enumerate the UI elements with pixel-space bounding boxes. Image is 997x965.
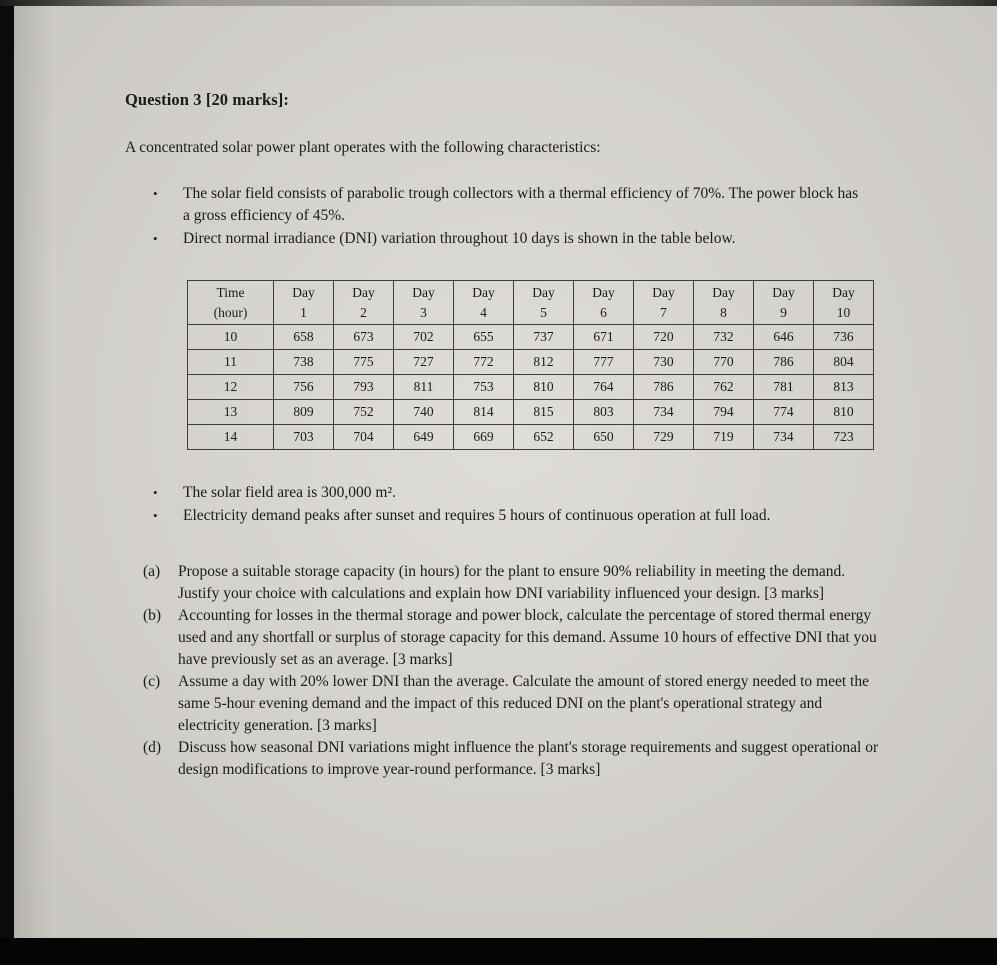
part-text: Discuss how seasonal DNI variations might influence the plant's storage requirements and suggest operational or design modifications to improve year-round performance. [3 marks] xyxy=(178,738,879,778)
list-item-text: The solar field area is 300,000 m². xyxy=(183,483,396,501)
table-header-row xyxy=(188,281,874,324)
bullet-icon: • xyxy=(153,231,158,247)
list-item xyxy=(153,505,887,527)
table-cell-value: 669 xyxy=(454,424,514,449)
table-cell-time: 10 xyxy=(188,324,274,349)
table-cell-value: 723 xyxy=(814,424,874,449)
table-header-cell-day: Day 6 xyxy=(574,281,634,324)
question-part xyxy=(143,605,887,671)
table-cell-value: 786 xyxy=(754,349,814,374)
table-cell-value: 727 xyxy=(394,349,454,374)
table-row xyxy=(188,399,874,424)
table-cell-value: 781 xyxy=(754,374,814,399)
table-cell-value: 803 xyxy=(574,399,634,424)
bullet-icon: • xyxy=(153,507,158,523)
table-cell-value: 729 xyxy=(634,424,694,449)
part-label: (b) xyxy=(143,606,162,624)
table-cell-value: 804 xyxy=(814,349,874,374)
table-cell-value: 794 xyxy=(694,399,754,424)
table-cell-value: 738 xyxy=(274,349,334,374)
table-cell-value: 786 xyxy=(634,374,694,399)
table-cell-value: 775 xyxy=(334,349,394,374)
table-header-cell-day: Day 3 xyxy=(394,281,454,324)
table-cell-value: 752 xyxy=(334,399,394,424)
table-cell-value: 719 xyxy=(694,424,754,449)
table-cell-value: 734 xyxy=(634,399,694,424)
part-text: Propose a suitable storage capacity (in hours) for the plant to ensure 90% reliability in meeting the demand. Justify your choice with calculations and explain how DNI variability influenced your design. [3 marks] xyxy=(178,562,846,602)
table-cell-time: 12 xyxy=(188,374,274,399)
table-cell-value: 702 xyxy=(394,324,454,349)
table-cell-value: 740 xyxy=(394,399,454,424)
part-text: Assume a day with 20% lower DNI than the average. Calculate the amount of stored energy needed to meet the same 5-hour evening demand and the impact of this reduced DNI on the plant's operational strategy and electricity generation. [3 marks] xyxy=(178,672,869,734)
question-part xyxy=(143,737,887,781)
table-header-cell-day: Day 8 xyxy=(694,281,754,324)
table-cell-value: 753 xyxy=(454,374,514,399)
table-cell-time: 13 xyxy=(188,399,274,424)
table-cell-value: 652 xyxy=(514,424,574,449)
question-part xyxy=(143,561,887,605)
table-cell-value: 764 xyxy=(574,374,634,399)
table-cell-value: 646 xyxy=(754,324,814,349)
intro-text: A concentrated solar power plant operates with the following characteristics: xyxy=(125,139,601,157)
table-cell-value: 772 xyxy=(454,349,514,374)
list-item xyxy=(153,228,887,250)
part-label: (d) xyxy=(143,738,162,756)
list-item-text: Direct normal irradiance (DNI) variation throughout 10 days is shown in the table below. xyxy=(183,230,736,248)
table-cell-value: 703 xyxy=(274,424,334,449)
question-part xyxy=(143,671,887,737)
table-cell-value: 649 xyxy=(394,424,454,449)
table-header-cell-day: Day 7 xyxy=(634,281,694,324)
bullet-icon: • xyxy=(153,186,158,202)
table-row xyxy=(188,324,874,349)
bullet-icon: • xyxy=(153,484,158,500)
part-text: Accounting for losses in the thermal storage and power block, calculate the percentage of stored thermal energy used and any shortfall or surplus of storage capacity for this demand. Assume 10 hours of effective DNI that you have previously set as an average. [3 marks] xyxy=(178,606,877,668)
table-cell-value: 793 xyxy=(334,374,394,399)
table-cell-value: 770 xyxy=(694,349,754,374)
list-item-text: Electricity demand peaks after sunset and requires 5 hours of continuous operation at full load. xyxy=(183,506,771,524)
table-cell-value: 814 xyxy=(454,399,514,424)
table-cell-value: 777 xyxy=(574,349,634,374)
question-title: Question 3 [20 marks]: xyxy=(125,90,289,109)
part-label: (a) xyxy=(143,562,161,580)
table-cell-value: 673 xyxy=(334,324,394,349)
dni-table xyxy=(187,280,874,449)
table-cell-value: 671 xyxy=(574,324,634,349)
table-header-cell-day: Day 2 xyxy=(334,281,394,324)
table-cell-value: 650 xyxy=(574,424,634,449)
table-cell-value: 720 xyxy=(634,324,694,349)
table-header-cell-day: Day 10 xyxy=(814,281,874,324)
table-row xyxy=(188,349,874,374)
table-cell-time: 11 xyxy=(188,349,274,374)
table-cell-value: 732 xyxy=(694,324,754,349)
table-cell-value: 815 xyxy=(514,399,574,424)
list-item xyxy=(153,183,887,227)
characteristics-list xyxy=(153,183,887,250)
table-cell-value: 809 xyxy=(274,399,334,424)
table-cell-value: 655 xyxy=(454,324,514,349)
table-row xyxy=(188,424,874,449)
additional-characteristics-list xyxy=(153,482,887,527)
scan-border-bottom xyxy=(0,938,997,965)
document-page xyxy=(14,6,997,938)
table-cell-value: 704 xyxy=(334,424,394,449)
question-parts xyxy=(143,561,887,781)
list-item-text: The solar field consists of parabolic trough collectors with a thermal efficiency of 70%. The power block has a gross efficiency of 45%. xyxy=(183,185,859,225)
list-item xyxy=(153,482,887,504)
part-label: (c) xyxy=(143,672,161,690)
table-cell-value: 810 xyxy=(514,374,574,399)
table-header-cell-day: Day 1 xyxy=(274,281,334,324)
table-cell-value: 734 xyxy=(754,424,814,449)
table-row xyxy=(188,374,874,399)
table-header-cell-time: Time (hour) xyxy=(188,281,274,324)
table-cell-value: 756 xyxy=(274,374,334,399)
table-cell-value: 730 xyxy=(634,349,694,374)
table-cell-time: 14 xyxy=(188,424,274,449)
table-cell-value: 811 xyxy=(394,374,454,399)
table-cell-value: 813 xyxy=(814,374,874,399)
table-header-cell-day: Day 4 xyxy=(454,281,514,324)
table-cell-value: 762 xyxy=(694,374,754,399)
table-cell-value: 810 xyxy=(814,399,874,424)
table-header-cell-day: Day 5 xyxy=(514,281,574,324)
table-cell-value: 812 xyxy=(514,349,574,374)
table-header-cell-day: Day 9 xyxy=(754,281,814,324)
table-cell-value: 737 xyxy=(514,324,574,349)
table-cell-value: 774 xyxy=(754,399,814,424)
table-cell-value: 736 xyxy=(814,324,874,349)
table-cell-value: 658 xyxy=(274,324,334,349)
